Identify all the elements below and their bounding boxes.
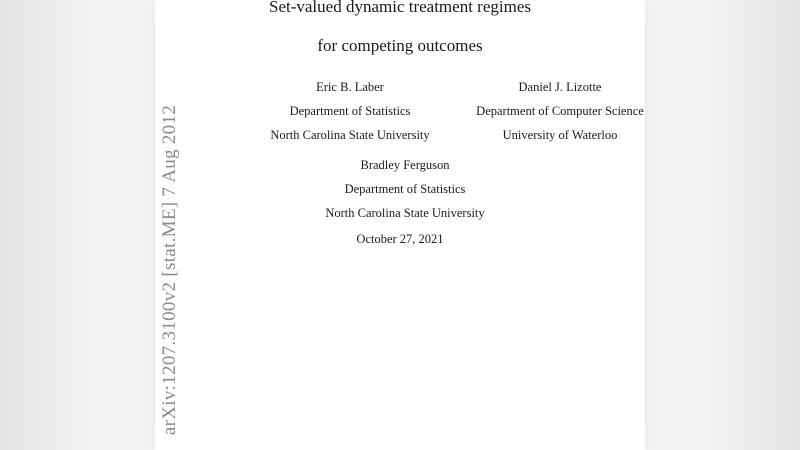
paper-title-line-1: Set-valued dynamic treatment regimes (269, 0, 531, 16)
author-department: Department of Statistics (344, 182, 466, 196)
paper-title-line-2: for competing outcomes (317, 36, 483, 55)
author-institution: University of Waterloo (502, 128, 618, 142)
author-name: Eric B. Laber (316, 80, 384, 94)
author-department: Department of Computer Science (476, 104, 644, 118)
author-block-laber (245, 75, 455, 147)
arxiv-stamp: arXiv:1207.3100v2 [stat.ME] 7 Aug 2012 (159, 104, 180, 436)
author-block-lizotte (460, 75, 660, 147)
author-department: Department of Statistics (289, 104, 411, 118)
author-name: Daniel J. Lizotte (518, 80, 602, 94)
author-block-ferguson (300, 153, 510, 225)
author-name: Bradley Ferguson (360, 158, 450, 172)
author-institution: North Carolina State University (270, 128, 430, 142)
paper-date: October 27, 2021 (356, 232, 444, 246)
author-institution: North Carolina State University (325, 206, 485, 220)
paper-page (155, 0, 645, 450)
